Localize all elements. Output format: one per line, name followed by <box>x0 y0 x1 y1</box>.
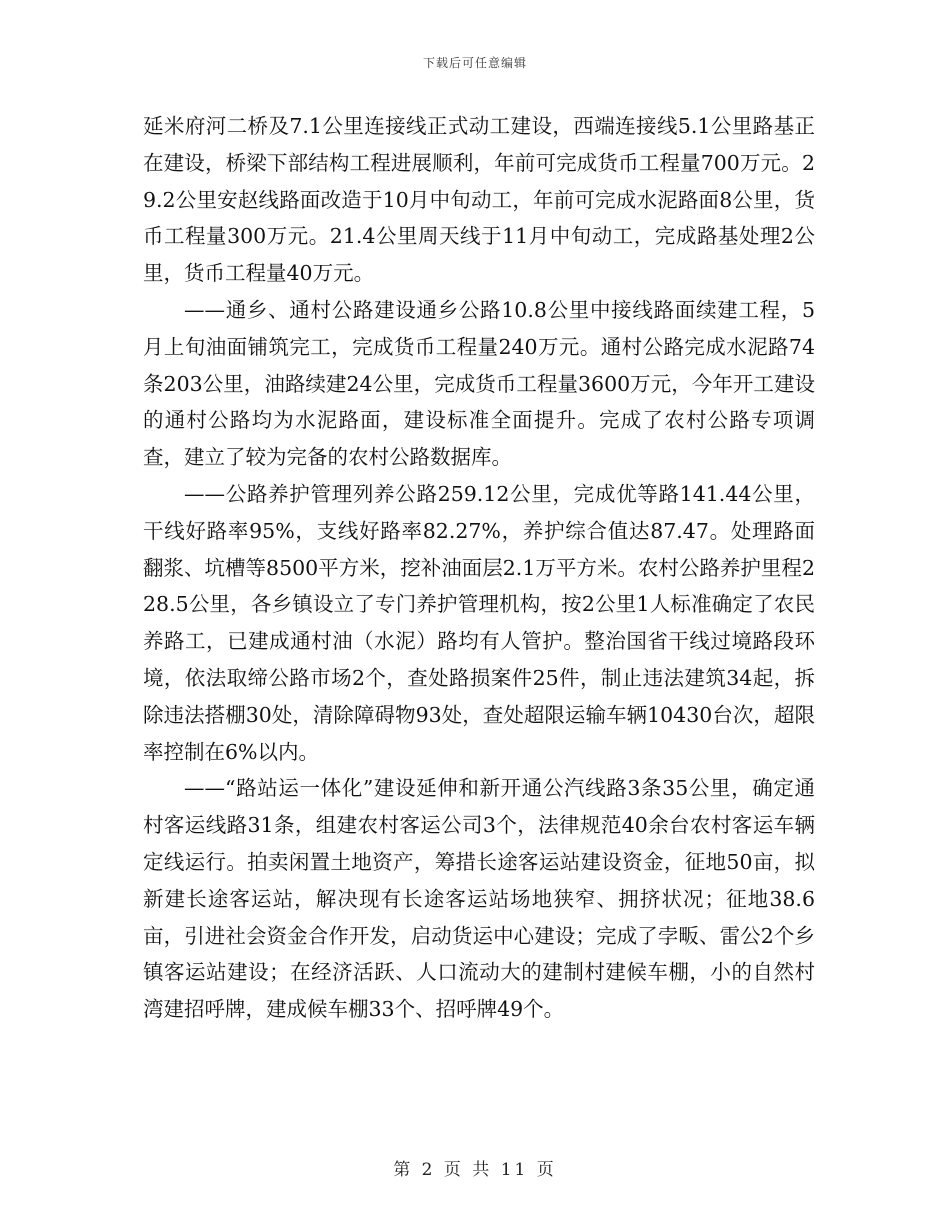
paragraph-1: 延米府河二桥及7.1公里连接线正式动工建设，西端连接线5.1公里路基正在建设，桥梁下部结构工程进展顺利，年前可完成货币工程量700万元。29.2公里安赵线路面改造于10月中旬动工，年前可完成水泥路面8公里，货币工程量300万元。21.4公里周天线于11月中旬动工，完成路基处理2公里，货币工程量40万元。 <box>143 114 815 286</box>
page-header: 下载后可任意编辑 <box>422 56 527 70</box>
page-footer: 第 2 页 共 11 页 <box>393 1160 557 1180</box>
paragraph-4: ——“路站运一体化”建设延伸和新开通公汽线路3条35公里，确定通村客运线路31条，组建农村客运公司3个，法律规范40余台农村客运车辆定线运行。拍卖闲置土地资产，筹措长途客运站建设资金，征地50亩，拟新建长途客运站，解决现有长途客运站场地狭窄、拥挤状况；征地38.6亩，引进社会资金合作开发，启动货运中心建设；完成了孛畈、雷公2个乡镇客运站建设；在经济活跃、人口流动大的建制村建候车棚，小的自然村湾建招呼牌，建成候车棚33个、招呼牌49个。 <box>143 776 815 1022</box>
paragraph-3: ——公路养护管理列养公路259.12公里，完成优等路141.44公里，干线好路率95%，支线好路率82.27%，养护综合值达87.47。处理路面翻浆、坑槽等8500平方米，挖补油面层2.1万平方米。农村公路养护里程228.5公里，各乡镇设立了专门养护管理机构，按2公里1人标准确定了农民养路工，已建成通村油（水泥）路均有人管护。整治国省干线过境路段环境，依法取缔公路市场2个，查处路损案件25件，制止违法建筑34起，拆除违法搭棚30处，清除障碍物93处，查处超限运输车辆10430台次，超限率控制在6%以内。 <box>143 481 815 764</box>
paragraph-2: ——通乡、通村公路建设通乡公路10.8公里中接线路面续建工程，5月上旬油面铺筑完工，完成货币工程量240万元。通村公路完成水泥路74条203公里，油路续建24公里，完成货币工程量3600万元，今年开工建设的通村公路均为水泥路面，建设标准全面提升。完成了农村公路专项调查，建立了较为完备的农村公路数据库。 <box>143 297 815 470</box>
document-body <box>143 108 815 1028</box>
